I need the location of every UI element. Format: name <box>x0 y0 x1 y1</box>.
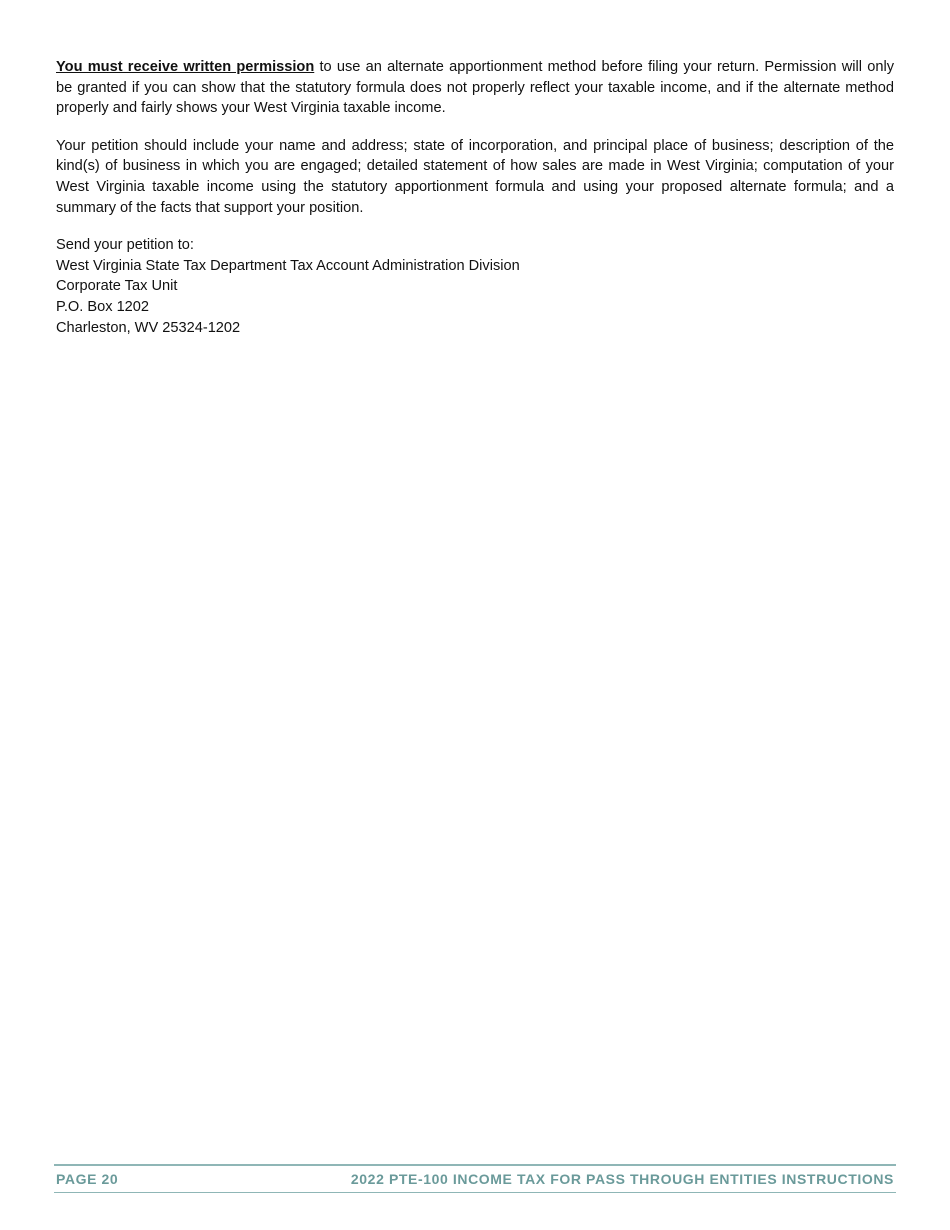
mailing-address <box>56 235 894 338</box>
address-line-unit: Corporate Tax Unit <box>56 278 178 295</box>
permission-emphasis: You must receive written permission <box>56 59 315 75</box>
send-petition-intro: Send your petition to: <box>56 237 194 254</box>
page-number: PAGE 20 <box>56 1171 119 1187</box>
document-title: 2022 PTE-100 INCOME TAX FOR PASS THROUGH ENTITIES INSTRUCTIONS <box>350 1171 894 1187</box>
document-body <box>56 57 894 338</box>
address-line-agency: West Virginia State Tax Department Tax Account Administration Division <box>56 257 520 274</box>
permission-paragraph <box>56 57 894 119</box>
petition-paragraph: Your petition should include your name and address; state of incorporation, and principal place of business; description of the kind(s) of business in which you are engaged; detailed statement of how sales are made in West Virginia; computation of your West Virginia taxable income using the statutory apportionment formula and using your proposed alternate formula; and a summary of the facts that support your position. <box>56 137 894 216</box>
address-line-po-box: P.O. Box 1202 <box>56 298 150 315</box>
permission-text: to use an alternate apportionment method before filing your return. Permission will only be granted if you can show that the statutory formula does not properly reflect your taxable income, and if the alternate method properly and fairly shows your West Virginia taxable income. <box>56 59 895 117</box>
address-line-city: Charleston, WV 25324-1202 <box>56 319 241 336</box>
page-footer <box>54 1164 896 1193</box>
